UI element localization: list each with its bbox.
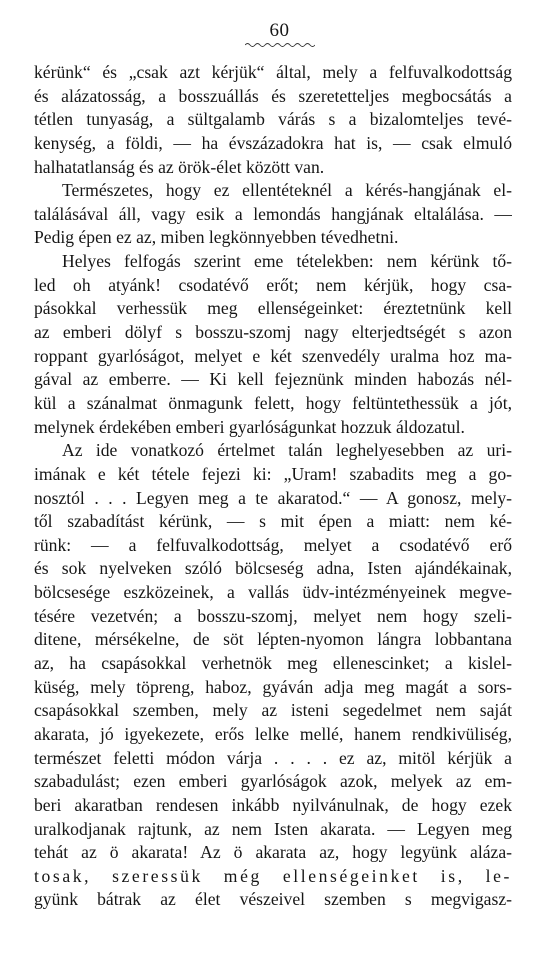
text-line: és alázatosság, a bosszuállás és szeretetteljes megbocsátás a [34,85,512,106]
text-line: és sok nyelveken szóló bölcseség adna, Isten ajándékainak, [34,558,512,579]
text-line: gával az emberre. — Ki kell fejeznünk minden habozás nél- [34,369,512,390]
body-text [34,61,512,912]
text-line: akarata, jó igyekezete, erős lelke mellé, hanem rendkivüliség, [34,723,512,744]
text-line: küség, mely töpreng, haboz, gyáván adja meg magát a sors- [34,676,512,697]
text-line: Pedig épen ez az, miben legkönnyebben tévedhetni. [34,227,399,248]
text-line: roppant gyarlóságot, melyet e két szenvedély uralma hoz ma- [34,345,512,366]
page-header [0,20,559,48]
text-line: kenység, a földi, — ha évszázadokra hat is, — csak elmuló [34,132,512,153]
text-line: az, ha csapásokkal verhetnök meg ellenescinket; a kislel- [34,653,512,674]
text-line: melynek érdekében emberi gyarlóságunkat hozzuk áldozatul. [34,416,465,437]
text-line: Természetes, hogy ez ellentéteknél a kérés-hangjának el- [62,180,512,201]
text-line: uralkodjanak rajtunk, az nem Isten akarata. — Legyen meg [34,818,512,839]
text-line: ditene, mérsékelne, de söt lépten-nyomon lángra lobbantana [34,629,512,650]
text-line: bölcsesége eszközeinek, a vallás üdv-intézményeinek megve- [34,582,512,603]
text-line: imának e két tétele fejezi ki: „Uram! szabadits meg a go- [34,463,512,484]
text-line: beri akaratban rendesen inkább nyilvánulnak, de hogy ezek [34,794,512,815]
text-line: rünk: — a felfuvalkodottság, melyet a csodatévő erő [34,534,512,555]
text-line: tésére vezetvén; a bosszu-szomj, melyet nem hogy szeli- [34,605,512,626]
text-line: kérünk“ és „csak azt kérjük“ által, mely a felfuvalkodottság [34,62,512,82]
text-line: szabadulást; ezen emberi gyarlóságok azok, melyek az em- [34,771,512,792]
text-line: csapásokkal szemben, mely az isteni segedelmet nem saját [34,700,512,721]
text-line: természet feletti módon várja . . . . ez az, mitöl kérjük a [34,747,512,768]
text-line: tehát az ö akarata! Az ö akarata az, hogy legyünk aláza- [34,842,512,863]
wavy-rule-ornament [245,42,315,48]
text-line: kül a szánalmat önmagunk felett, hogy feltüntethessük a jót, [34,392,512,413]
text-line: tétlen tunyaság, a sültgalamb várás s a bizalomteljes tevé- [34,109,512,130]
text-line: led oh atyánk! csodatévő erőt; nem kérjük, hogy csa- [34,274,512,295]
text-line: tosak, szeressük még ellenségeinket is, le- [34,865,512,886]
page-number: 60 [269,20,290,41]
text-line: halhatatlanság és az örök-élet között van. [34,156,325,177]
text-line: Helyes felfogás szerint eme tételekben: nem kérünk tő- [62,251,512,272]
text-line: Az ide vonatkozó értelmet talán leghelyesebben az uri- [62,440,512,461]
text-line: találásával áll, vagy esik a lemondás hangjának eltalálása. — [34,203,512,224]
text-line: gyünk bátrak az élet vészeivel szemben s megvigasz- [34,889,512,910]
text-line: től szabadítást kérünk, — s mit épen a miatt: nem ké- [34,511,512,532]
text-line: pásokkal verhessük meg ellenségeinket: éreztetnünk kell [34,298,512,319]
text-line: nosztól . . . Legyen meg a te akaratod.“ — A gonosz, mely- [34,487,512,508]
text-line: az emberi dölyf s bosszu-szomj nagy elterjedtségét s azon [34,322,512,343]
